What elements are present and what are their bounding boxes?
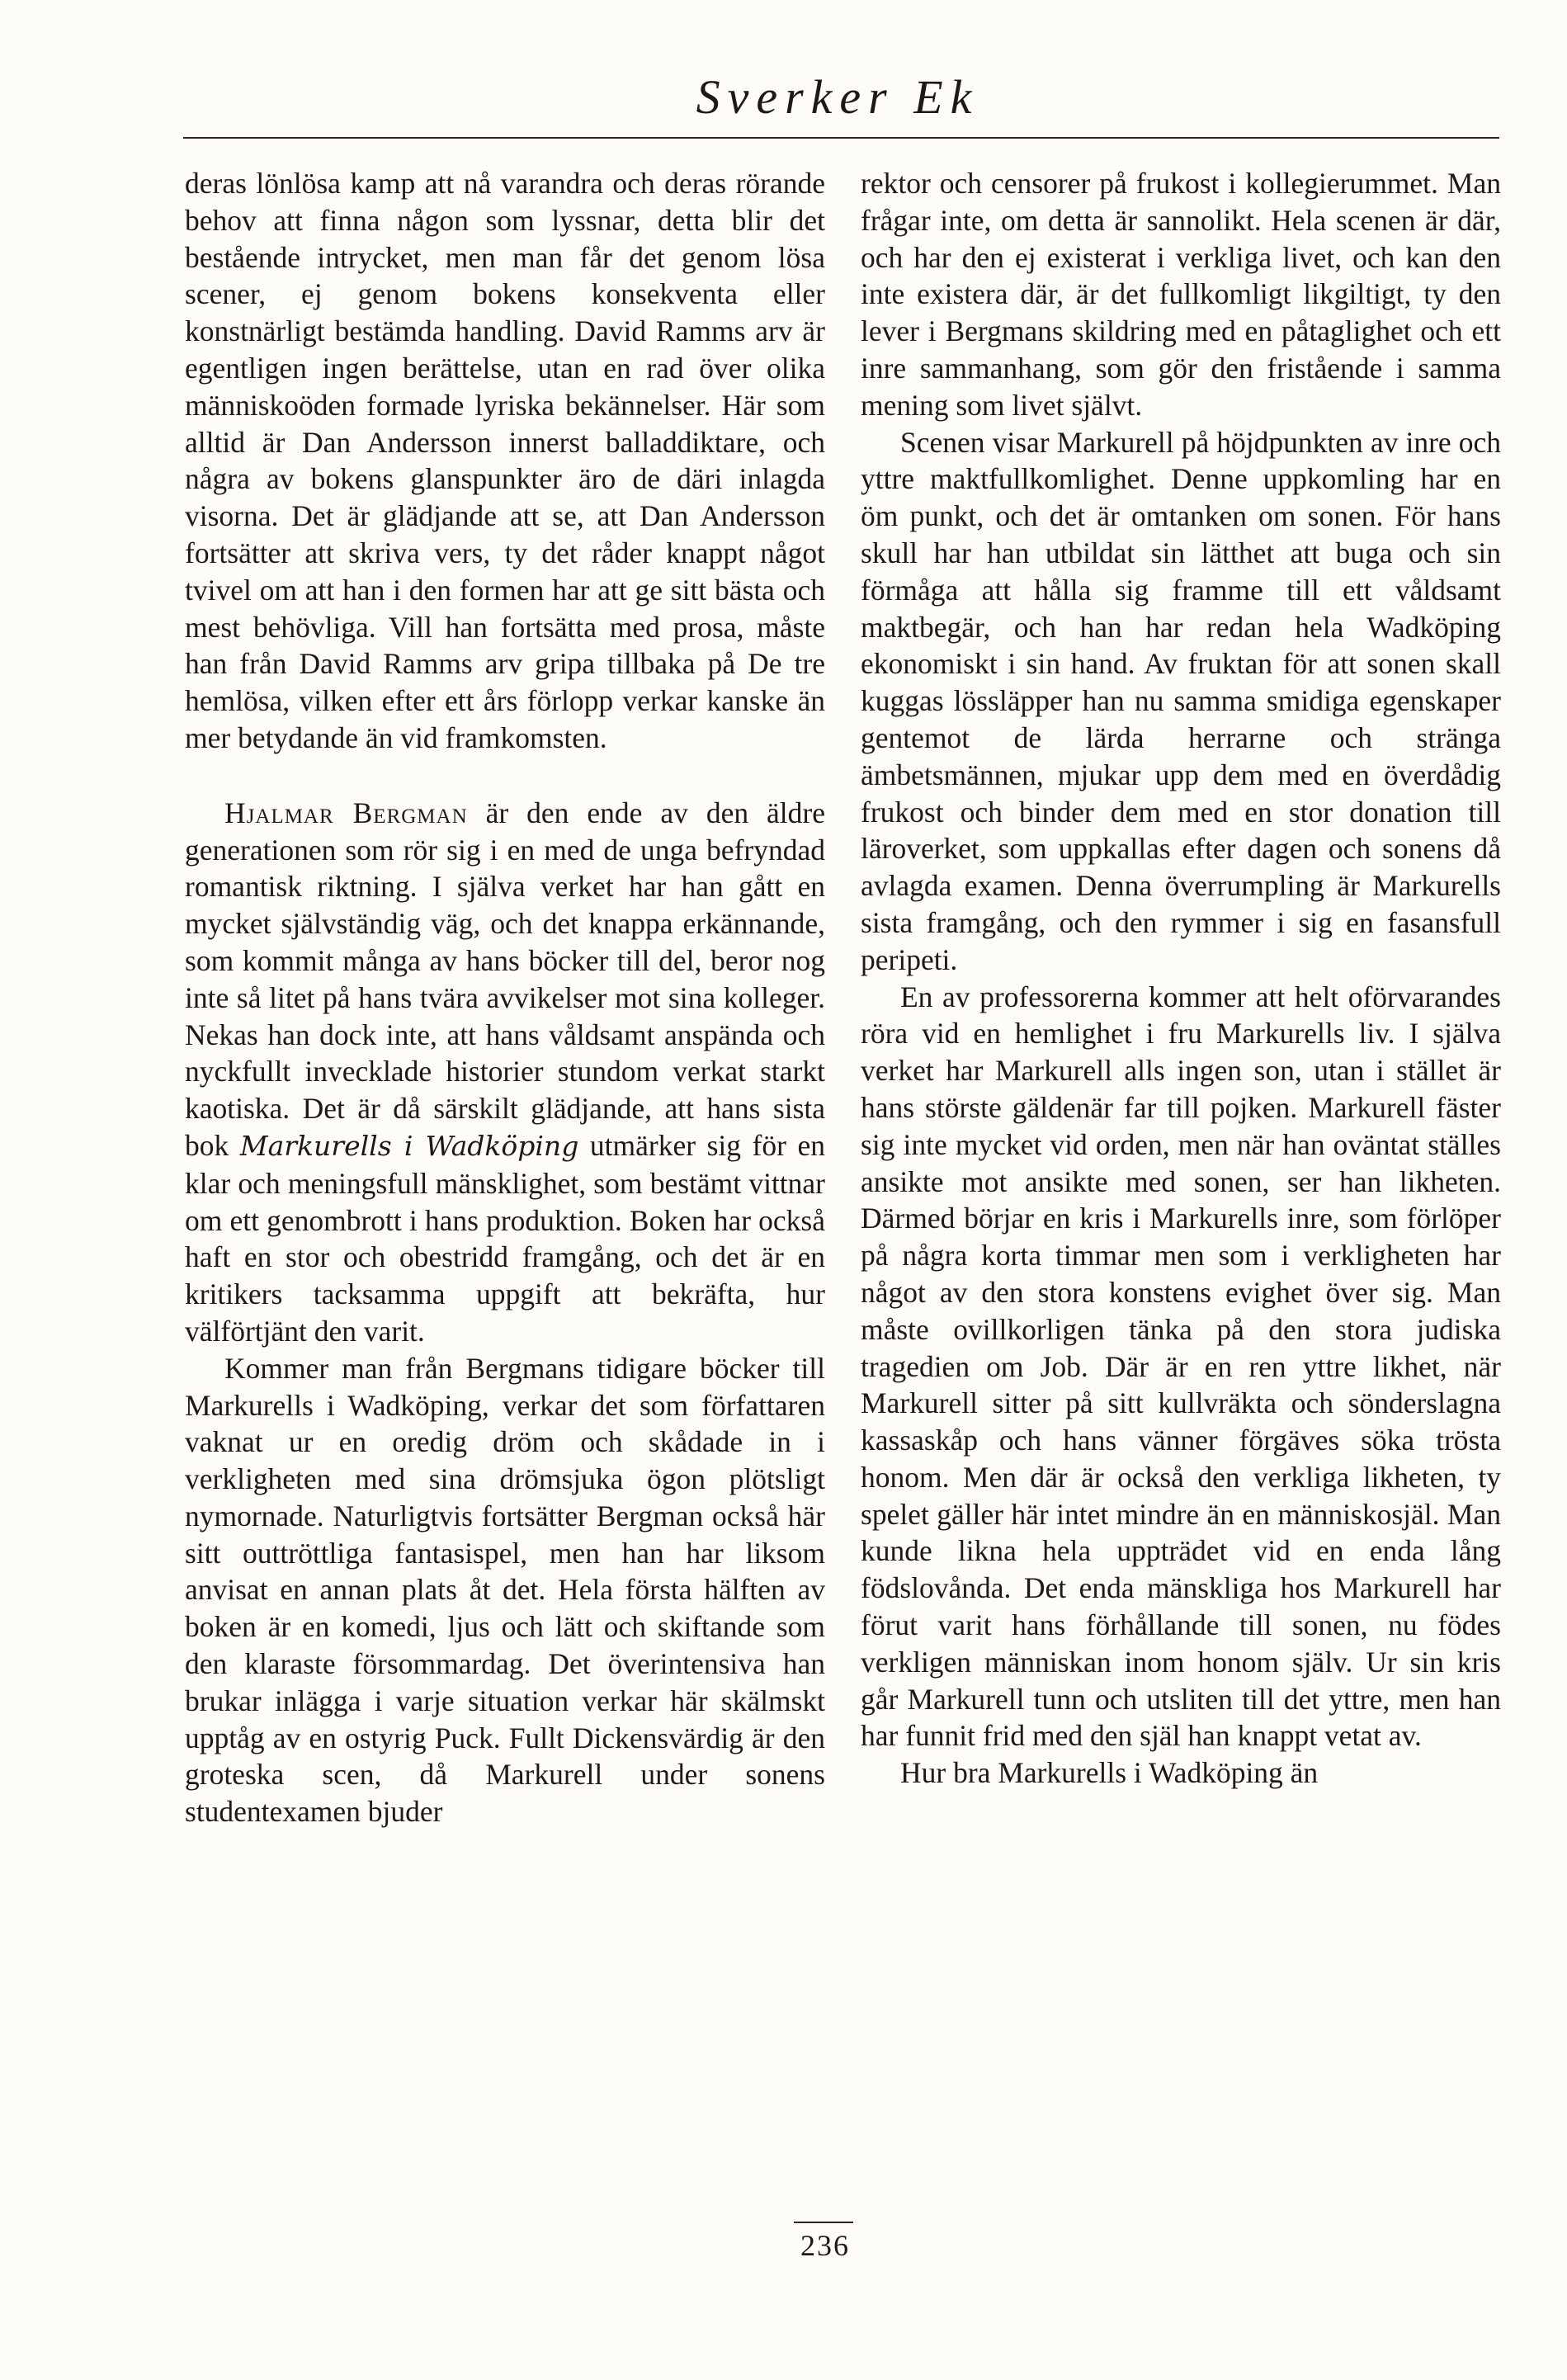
paragraph-text: är den ende av den äldre generationen som rör sig i en med de unga befryndad romantisk riktning. I själva verket har han gått en mycket självständig väg, och det knappa erkännande, som kommit många av hans böcker till del, beror nog inte så litet på hans tvära avvikelser mot sina kolleger. Nekas han dock inte, att hans våldsamt anspända och nyckfullt invecklade historier stundom verkat starkt kaotiska. Det är då särskilt glädjande, att hans sista bok <box>185 796 825 1162</box>
paragraph: Scenen visar Markurell på höjdpunkten av inre och yttre maktfullkomlighet. Denne uppkomling har en öm punkt, och det är omtanken om sonen. För hans skull har han utbildat sin lätthet att buga och sin förmåga att hålla sig framme till ett våldsamt maktbegär, och han har redan hela Wadköping ekonomiskt i sin hand. Av fruktan för att sonen skall kuggas lössläpper han nu samma smidiga egenskaper gentemot de lärda herrarne och stränga ämbetsmännen, mjukar upp dem med en överdådig frukost och binder dem med en stor donation till läroverket, som uppkallas efter dagen och sonens då avlagda examen. Denna överrumpling är Markurells sista framgång, och den rymmer i sig en fasansfull peripeti. <box>861 425 1501 976</box>
paragraph: En av professorerna kommer att helt oförvarandes röra vid en hemlighet i fru Markurells liv. I själva verket har Markurell alls ingen son, utan i stället är hans störste gäldenär far till pojken. Markurell fäster sig inte mycket vid orden, men när han oväntat ställes ansikte mot ansikte med sonen, ser han likheten. Därmed börjar en kris i Markurells inre, som förlöper på några korta timmar men som i verkligheten har något av den stora konstens evighet över sig. Man måste ovillkorligen tänka på den stora judiska tragedien om Job. Där är en ren yttre likhet, när Markurell sitter på sitt kullvräkta och sönderslagna kassaskåp och hans vänner förgäves söka trösta honom. Men där är också den verkliga likheten, ty spelet gäller här intet mindre än en människosjäl. Man kunde likna hela uppträdet vid en enda lång födslovånda. Det enda mänskliga hos Markurell har förut varit hans förhållande till sonen, nu födes verkligen människan inom honom själv. Ur sin kris går Markurell tunn och utsliten till det yttre, men han har funnit frid med den själ han knappt vetat av. <box>861 980 1501 1753</box>
page-number-rule <box>794 2222 853 2223</box>
paragraph: rektor och censorer på frukost i kollegierummet. Man frågar inte, om detta är sannolikt. Hela scenen är där, och har den ej existerat i verkliga livet, och kan den inte existera där, är det fullkomligt likgiltigt, ty den lever i Bergmans skildring med en påtaglighet och ett inre sammanhang, som gör den fristående i samma mening som livet självt. <box>861 167 1501 422</box>
right-column <box>861 165 1501 1792</box>
running-header: Sverker Ek <box>696 70 979 124</box>
paragraph <box>185 795 825 1350</box>
header-rule <box>183 137 1499 139</box>
left-column <box>185 165 825 1830</box>
paragraph: Kommer man från Bergmans tidigare böcker till Markurells i Wadköping, verkar det som författaren vaknat ur en oredig dröm och skådade in i verkligheten med sina drömsjuka ögon plötsligt nymornade. Naturligtvis fortsätter Bergman också här sitt outtröttliga fantasispel, men han har liksom anvisat en annan plats åt det. Hela första hälften av boken är en komedi, ljus och lätt och skiftande som den klaraste försommardag. Det överintensiva han brukar inlägga i varje situation verkar här skälmskt upptåg av en ostyrig Puck. Fullt Dickensvärdig är den groteska scen, då Markurell under sonens studentexamen bjuder <box>185 1351 825 1829</box>
paragraph-text: utmärker sig för en klar och meningsfull mänsklighet, som bestämt vittnar om ett genombrott i hans produktion. Boken har också haft en stor och obestridd framgång, och det är en kritikers tacksamma uppgift att bekräfta, hur välförtjänt den varit. <box>185 1128 826 1348</box>
paragraph: deras lönlösa kamp att nå varandra och deras rörande behov att finna någon som lyssnar, detta blir det bestående intrycket, men man får det genom lösa scener, ej genom bokens konsekventa eller konstnärligt bestämda handling. David Ramms arv är egentligen ingen berättelse, utan en rad över olika människoöden formade lyriska bekännelser. Här som alltid är Dan Andersson innerst balladdiktare, och några av bokens glanspunkter äro de däri inlagda visorna. Det är glädjande att se, att Dan Andersson fortsätter att skriva vers, ty det råder knappt något tvivel om att han i den formen har att ge sitt bästa och mest behövliga. Vill han fortsätta med prosa, måste han från David Ramms arv gripa tillbaka på De tre hemlösa, vilken efter ett års förlopp verkar kanske än mer betydande än vid framkomsten. <box>185 167 825 754</box>
book-title: Markurells i Wadköping <box>239 1129 579 1162</box>
paragraph: Hur bra Markurells i Wadköping än <box>900 1756 1319 1790</box>
page-number: 236 <box>800 2229 850 2262</box>
author-name: Hjalmar Bergman <box>224 796 468 829</box>
